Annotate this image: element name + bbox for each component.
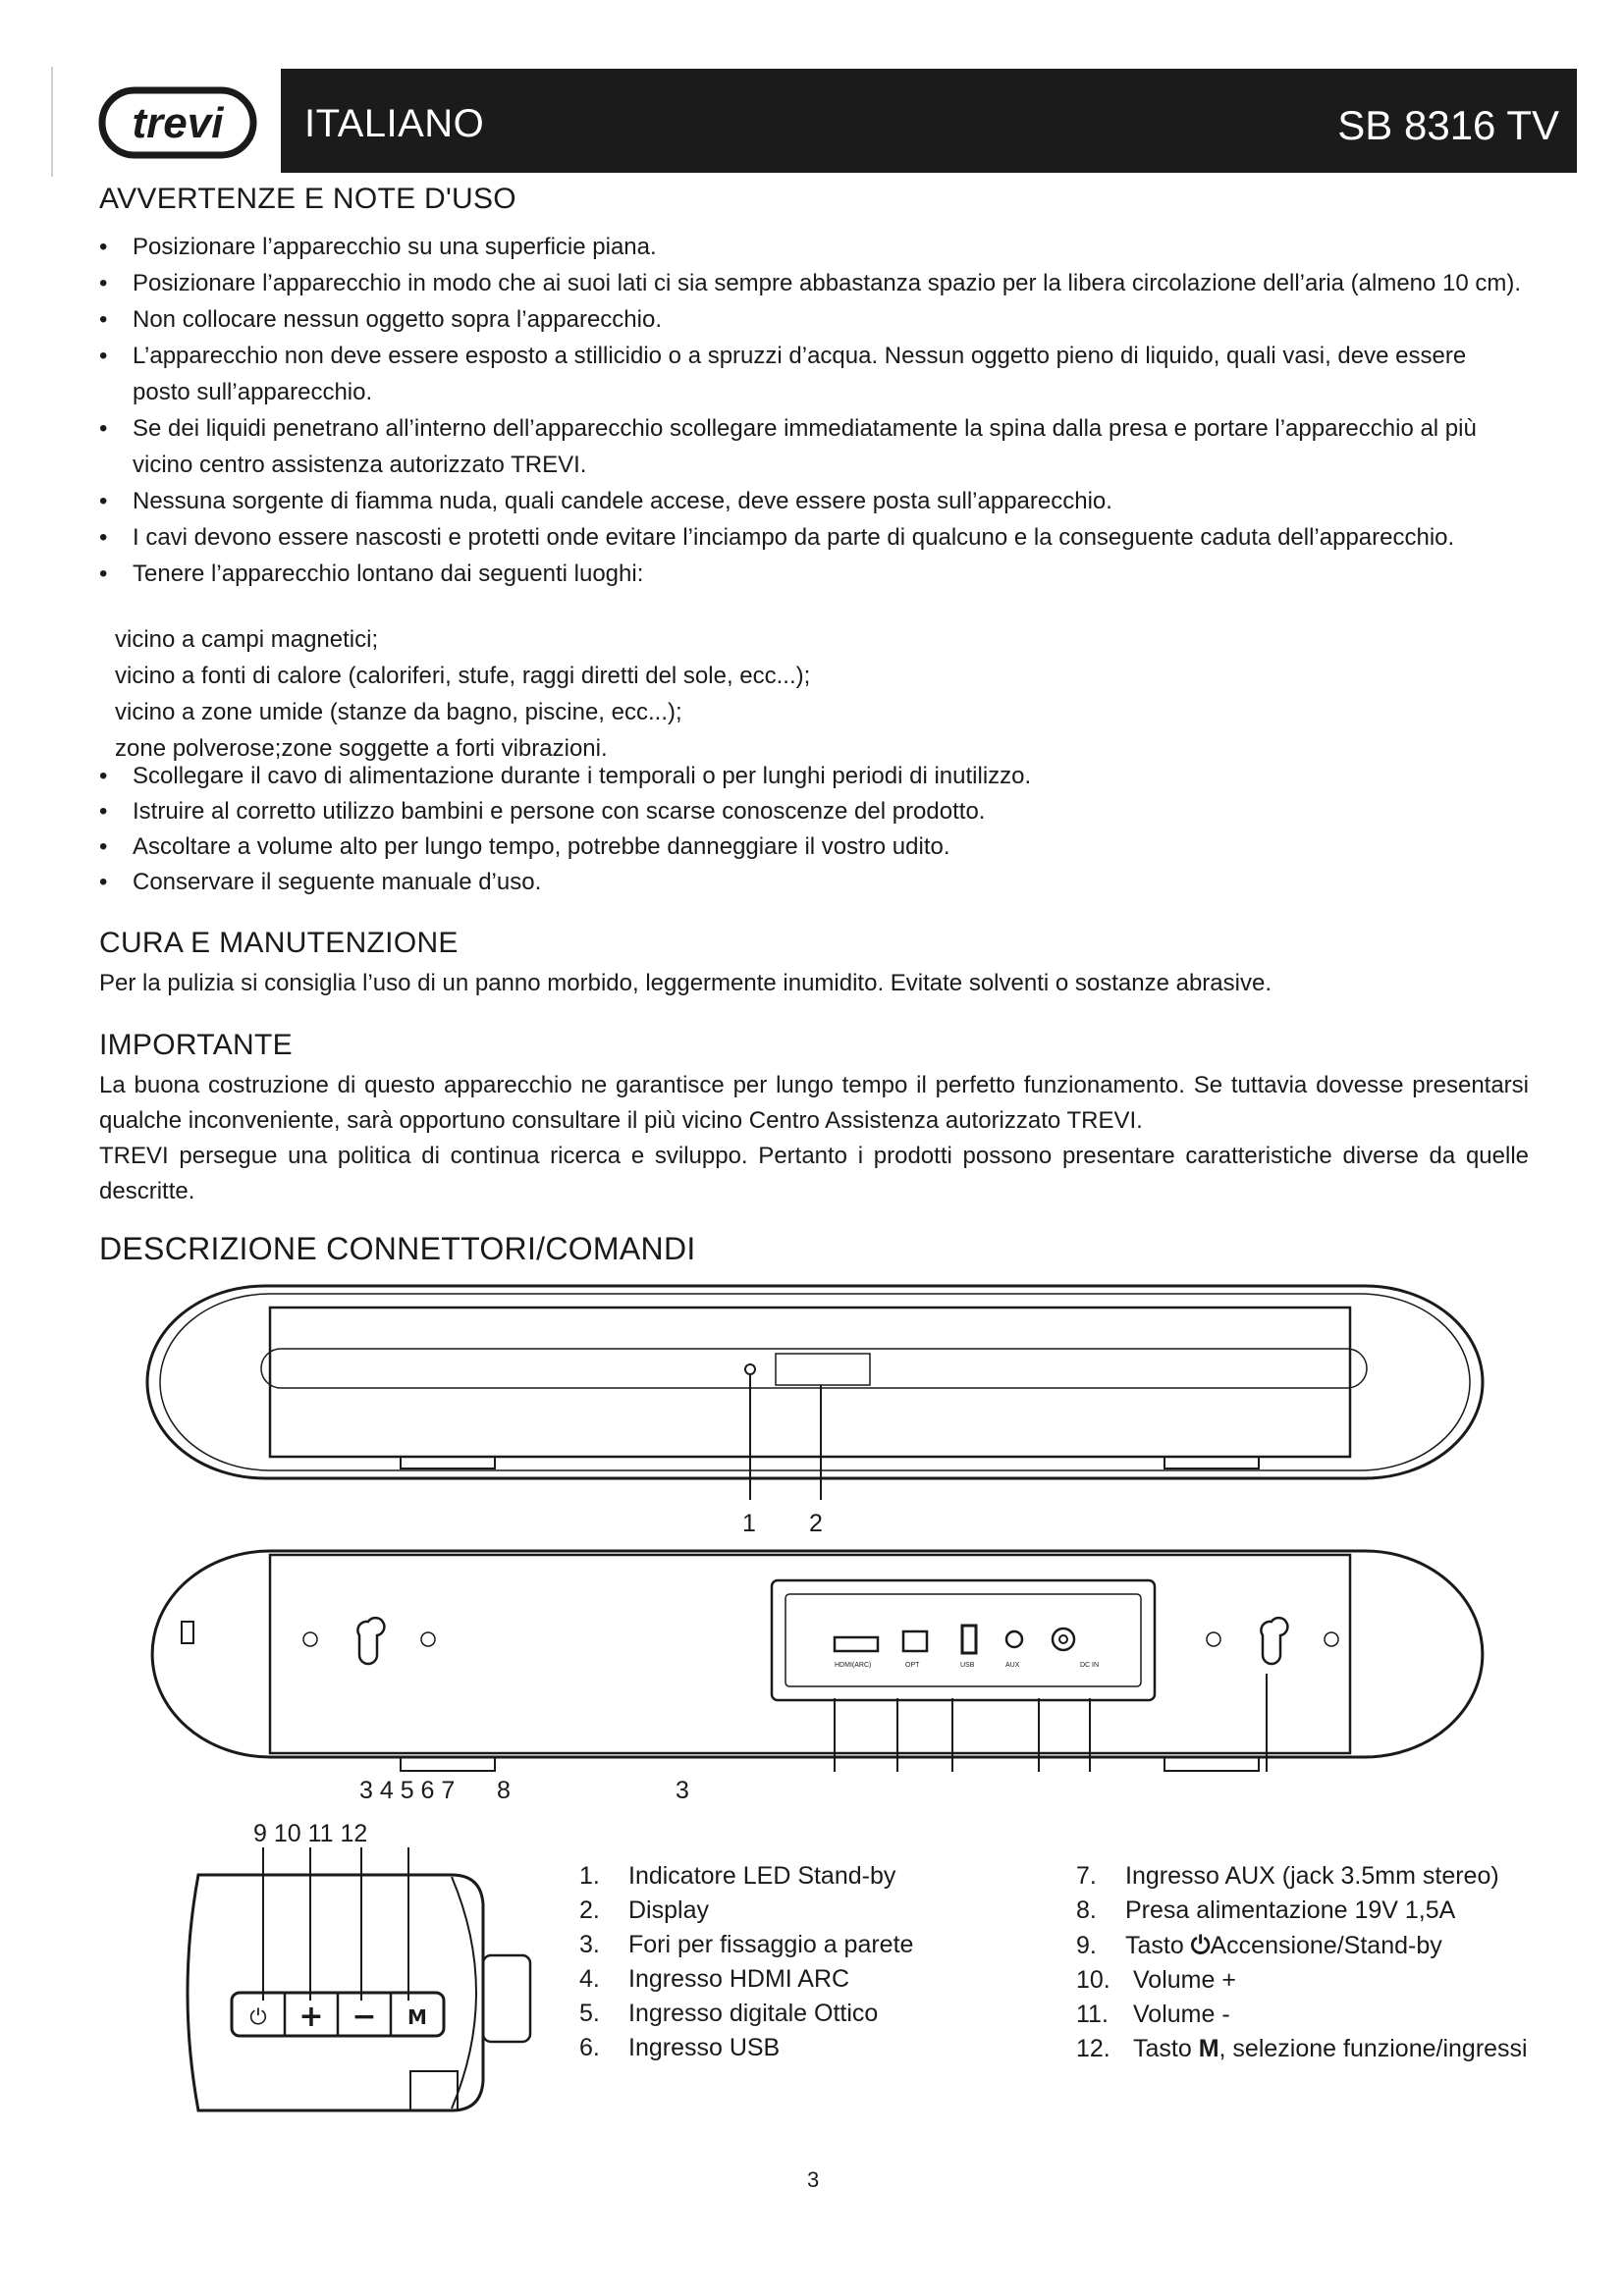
- back-label-8: 8: [497, 1777, 511, 1804]
- svg-text:trevi: trevi: [132, 99, 224, 147]
- list-item: • Posizionare l’apparecchio in modo che ai suoi lati ci sia sempre abbastanza spazio per la libera circolazione dell’aria (almeno 10 cm).: [99, 270, 1522, 296]
- warnings-more-list: [99, 759, 1529, 900]
- minus-icon: −: [352, 2000, 377, 2034]
- side-labels-9-12: 9 10 11 12: [253, 1820, 368, 1847]
- places-list: [115, 621, 810, 767]
- front-label-2: 2: [809, 1510, 823, 1537]
- power-icon: ⏻: [1190, 1931, 1211, 1959]
- model-label: SB 8316 TV: [1337, 102, 1559, 148]
- list-item: • Ascoltare a volume alto per lungo tempo, potrebbe danneggiare il vostro udito.: [99, 833, 950, 860]
- warnings-title: AVVERTENZE E NOTE D'USO: [99, 183, 516, 215]
- soundbar-front-view: [147, 1286, 1483, 1500]
- back-label-3: 3: [676, 1777, 689, 1804]
- port-label-dc-in: DC IN: [1080, 1662, 1100, 1669]
- power-icon: ⏻: [249, 2005, 267, 2030]
- list-item: • Se dei liquidi penetrano all’interno dell’apparecchio scollegare immediatamente la spina dalla presa e portare l’apparecchio al più vicino centro assistenza autorizzato TREVI.: [99, 415, 1477, 478]
- front-label-1: 1: [742, 1510, 756, 1537]
- legend-item: 2. Display: [579, 1896, 709, 1924]
- list-item: zone polverose;zone soggette a forti vibrazioni.: [115, 735, 608, 762]
- legend-item: 11. Volume -: [1076, 2001, 1230, 2028]
- soundbar-back-view: [152, 1551, 1483, 1772]
- port-label-hdmi: HDMI(ARC): [835, 1662, 872, 1669]
- port-label-aux: AUX: [1005, 1662, 1020, 1669]
- list-item: • I cavi devono essere nascosti e protetti onde evitare l’inciampo da parte di qualcuno e la conseguente caduta dell’apparecchio.: [99, 524, 1455, 551]
- legend-item: 3. Fori per fissaggio a parete: [579, 1931, 914, 1958]
- warnings-list: [99, 229, 1529, 592]
- page-margin-line: [51, 67, 53, 177]
- language-label: ITALIANO: [304, 102, 485, 145]
- list-item: • Tenere l’apparecchio lontano dai seguenti luoghi:: [99, 561, 644, 587]
- list-item: • Istruire al corretto utilizzo bambini e persone con scarse conoscenze del prodotto.: [99, 798, 986, 825]
- list-item: vicino a zone umide (stanze da bagno, piscine, ecc...);: [115, 699, 682, 725]
- page-number: 3: [807, 2167, 820, 2192]
- list-item: • Conservare il seguente manuale d’uso.: [99, 869, 542, 895]
- legend-item: 9. Tasto ⏻Accensione/Stand-by: [1076, 1931, 1442, 1959]
- important-text-2: TREVI persegue una politica di continua ricerca e sviluppo. Pertanto i prodotti possono presentare caratteristiche diverse da quelle descritte.: [99, 1143, 1529, 1204]
- port-label-usb: USB: [960, 1662, 975, 1669]
- legend-item: 10. Volume +: [1076, 1966, 1236, 1994]
- soundbar-side-view: [188, 1847, 530, 2110]
- list-item: vicino a fonti di calore (caloriferi, stufe, raggi diretti del sole, ecc...);: [115, 663, 811, 689]
- care-title: CURA E MANUTENZIONE: [99, 927, 459, 959]
- trevi-logo: [98, 84, 257, 161]
- legend-item: 12. Tasto M, selezione funzione/ingressi: [1076, 2035, 1528, 2062]
- legend-item: 5. Ingresso digitale Ottico: [579, 2000, 879, 2027]
- list-item: • L’apparecchio non deve essere esposto a stillicidio o a spruzzi d’acqua. Nessun oggetto pieno di liquido, quali vasi, deve essere posto sull’apparecchio.: [99, 343, 1467, 405]
- care-text: Per la pulizia si consiglia l’uso di un panno morbido, leggermente inumidito. Evitate solventi o sostanze abrasive.: [99, 970, 1272, 996]
- list-item: • Scollegare il cavo di alimentazione durante i temporali o per lunghi periodi di inutilizzo.: [99, 763, 1032, 789]
- legend-item: 4. Ingresso HDMI ARC: [579, 1965, 850, 1993]
- back-labels-3-7: 3 4 5 6 7: [359, 1777, 456, 1804]
- list-item: vicino a campi magnetici;: [115, 626, 379, 653]
- legend-item: 8. Presa alimentazione 19V 1,5A: [1076, 1896, 1456, 1924]
- plus-icon: +: [298, 2000, 324, 2034]
- legend-item: 7. Ingresso AUX (jack 3.5mm stereo): [1076, 1862, 1499, 1890]
- important-text-1: La buona costruzione di questo apparecchio ne garantisce per lungo tempo il perfetto funzionamento. Se tuttavia dovesse presentarsi qualche inconveniente, sarà opportuno consultare il più vicino Centro Assistenza autorizzato TREVI.: [99, 1072, 1529, 1134]
- port-label-opt: OPT: [905, 1662, 920, 1669]
- legend-item: 6. Ingresso USB: [579, 2034, 781, 2061]
- list-item: • Nessuna sorgente di fiamma nuda, quali candele accese, deve essere posta sull’apparecchio.: [99, 488, 1112, 514]
- legend-left: [579, 1859, 913, 2065]
- legend-right: [1076, 1859, 1528, 2066]
- important-title: IMPORTANTE: [99, 1029, 293, 1061]
- list-item: • Posizionare l’apparecchio su una superficie piana.: [99, 234, 657, 260]
- list-item: • Non collocare nessun oggetto sopra l’apparecchio.: [99, 306, 663, 333]
- connectors-title: DESCRIZIONE CONNETTORI/COMANDI: [99, 1231, 696, 1266]
- legend-item: 1. Indicatore LED Stand-by: [579, 1862, 896, 1890]
- mode-icon: M: [407, 2005, 427, 2029]
